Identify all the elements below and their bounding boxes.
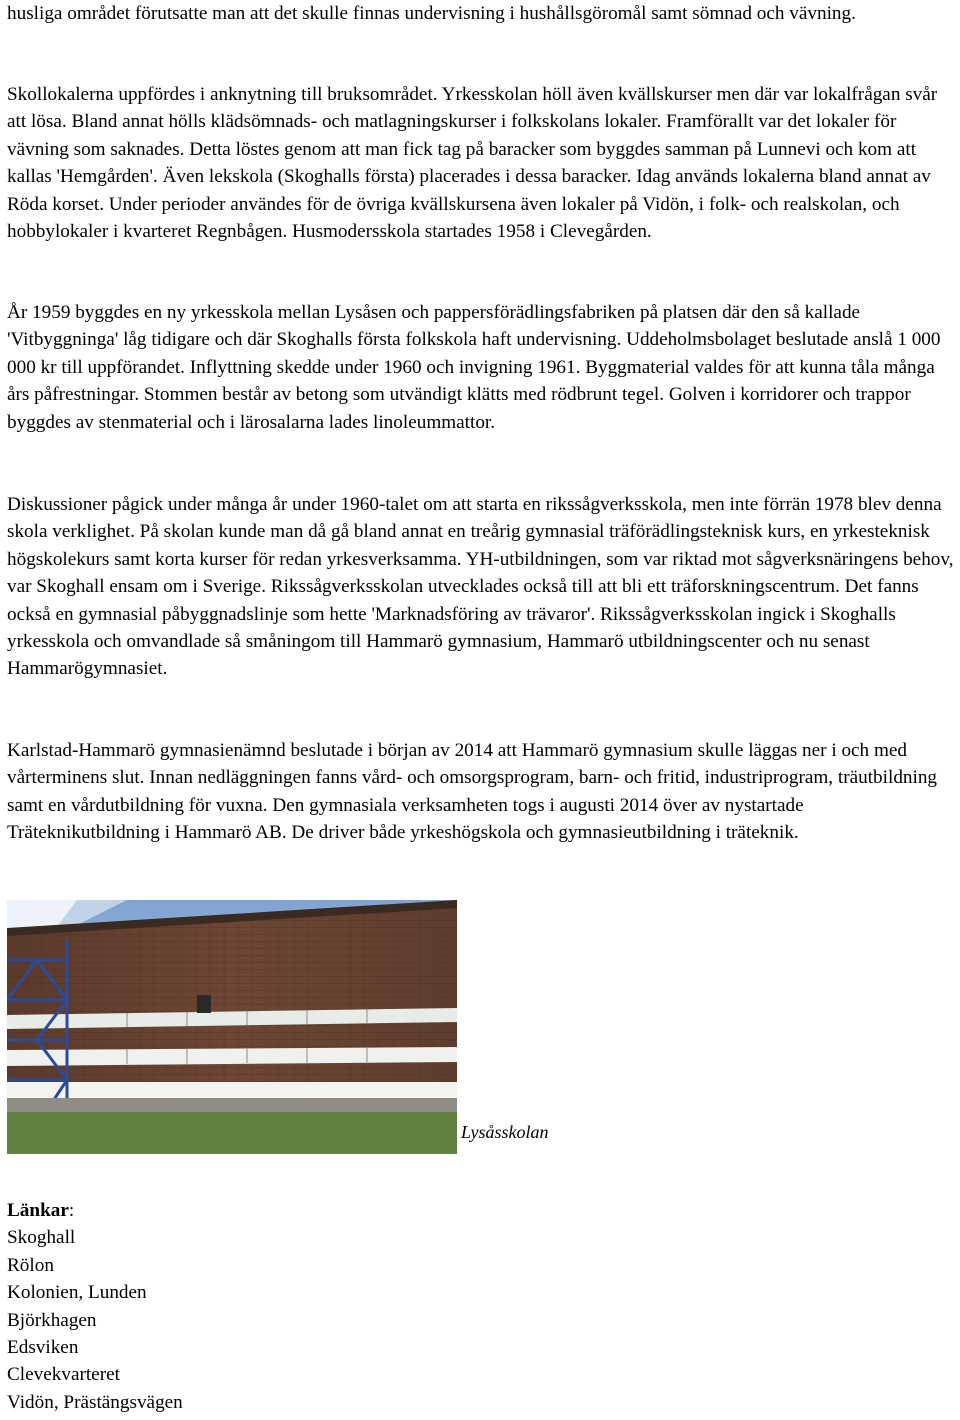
link-rolon[interactable]: Rölon — [7, 1254, 54, 1276]
link-edsviken[interactable]: Edsviken — [7, 1337, 79, 1359]
school-building-photo — [7, 900, 457, 1154]
paragraph-4: Diskussioner pågick under många år under 1960-talet om att starta en rikssågverksskola, men inte förrän 1978 blev denna skola verklighet. På skolan kunde man då gå bland annat en treårig gymnasial träförädlingsteknisk kurs, en yrkesteknisk högskolekurs samt korta kurser för redan yrkesverksamma. YH-utbildningen, som var riktad mot sågverksnäringens behov, var Skoghall ensam om i Sverige. Rikssågverksskolan utvecklades också till att bli ett träforskningscentrum. Det fanns också en gymnasial påbyggnadslinje som hette 'Marknadsföring av trävaror'. Rikssågverksskolan ingick i Skoghalls yrkesskola och omvandlade så småningom till Hammarö gymnasium, Hammarö utbildningscenter och nu senast Hammarögymnasiet. — [7, 494, 954, 680]
links-heading: Länkar — [7, 1200, 69, 1221]
paragraph-1: husliga området förutsatte man att det skulle finnas undervisning i hushållsgöromål samt sömnad och vävning. — [7, 3, 856, 24]
links-heading-colon: : — [68, 1200, 75, 1221]
link-kolonien-lunden[interactable]: Kolonien, Lunden — [7, 1282, 147, 1304]
link-skoghall[interactable]: Skoghall — [7, 1227, 76, 1249]
photo-figure — [7, 900, 953, 1155]
photo-caption: Lysåsskolan — [461, 1122, 549, 1142]
link-clevekvarteret[interactable]: Clevekvarteret — [7, 1364, 120, 1386]
links-heading-line — [7, 1197, 607, 1224]
paragraph-2: Skollokalerna uppfördes i anknytning till bruksområdet. Yrkesskolan höll även kvällskurser men där var lokalfrågan svår att lösa. Bland annat hölls klädsömnads- och matlagningskurser i folkskolans lokaler. Framförallt var det lokaler för vävning som saknades. Detta löstes genom att man fick tag på baracker som byggdes samman på Lunnevi och kom att kallas 'Hemgården'. Även lekskola (Skoghalls första) placerades i dessa baracker. Idag används lokalerna bland annat av Röda korset. Under perioder användes för de övriga kvällskursena även lokaler på Vidön, i folk- och realskolan, och hobbylokaler i kvarteret Regnbågen. Husmodersskola startades 1958 i Clevegården. — [7, 84, 938, 243]
paragraph-3: År 1959 byggdes en ny yrkesskola mellan Lysåsen och pappersförädlingsfabriken på platsen där den så kallade 'Vitbyggninga' låg tidigare och där Skoghalls första folkskola haft undervisning. Uddeholmsbolaget beslutade anslå 1 000 000 kr till uppförandet. Inflyttning skedde under 1960 och invigning 1961. Byggmaterial valdes för att kunna tåla många års påfrestningar. Stommen består av betong som utvändigt klätts med rödbrunt tegel. Golven i korridorer och trappor byggdes av stenmaterial och i lärosalarna lades linoleummattor. — [7, 302, 941, 433]
links-section — [7, 1197, 607, 1416]
link-bjorkhagen[interactable]: Björkhagen — [7, 1309, 97, 1331]
paragraph-5: Karlstad-Hammarö gymnasienämnd beslutade i början av 2014 att Hammarö gymnasium skulle läggas ner i och med vårterminens slut. Innan nedläggningen fanns vård- och omsorgsprogram, barn- och fritid, industriprogram, träutbildning samt en vårdutbildning för vuxna. Den gymnasiala verksamheten togs i augusti 2014 över av nystartade Träteknikutbildning i Hammarö AB. De driver både yrkeshögskola och gymnasieutbildning i träteknik. — [7, 740, 938, 844]
link-vidon-prastangsvagen[interactable]: Vidön, Prästängsvägen — [7, 1391, 183, 1413]
